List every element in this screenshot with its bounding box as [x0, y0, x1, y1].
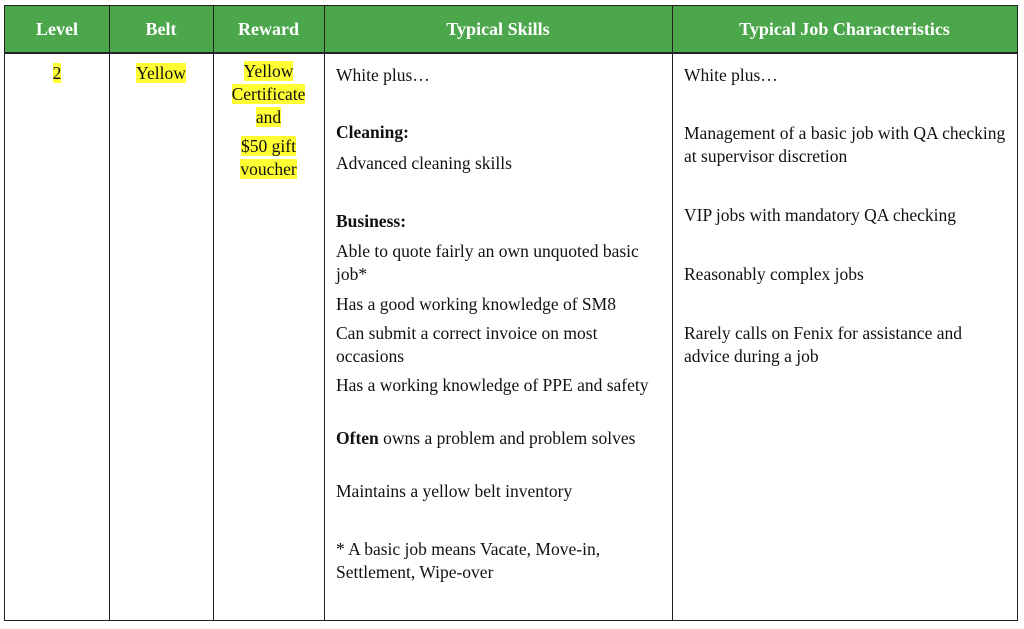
reward-line: voucher: [240, 159, 297, 179]
reward-line: Certificate: [231, 84, 306, 104]
inventory-item: Maintains a yellow belt inventory: [336, 481, 573, 501]
job-item: Management of a basic job with QA checking at supervisor discretion: [684, 123, 1006, 166]
footnote: * A basic job means Vacate, Move-in, Settlement, Wipe-over: [336, 539, 601, 582]
business-heading: Business:: [336, 211, 407, 231]
header-typical-skills: Typical Skills: [446, 19, 550, 39]
business-item: Has a good working knowledge of SM8: [336, 294, 616, 314]
reward-line: and: [255, 107, 282, 127]
cell-typical-job: [672, 54, 1017, 620]
cell-typical-skills: [324, 54, 672, 620]
header-belt: Belt: [145, 19, 177, 39]
often-item: [336, 427, 664, 450]
reward-line: $50 gift: [241, 136, 296, 156]
often-bold: Often: [336, 428, 379, 448]
job-intro: White plus…: [684, 65, 778, 85]
job-item: Rarely calls on Fenix for assistance and advice during a job: [684, 323, 962, 366]
header-level: Level: [36, 19, 78, 39]
header-reward: Reward: [238, 19, 299, 39]
job-item: VIP jobs with mandatory QA checking: [684, 205, 957, 225]
reward-line: Yellow: [243, 61, 294, 81]
cleaning-item: Advanced cleaning skills: [336, 153, 512, 173]
business-item: Has a working knowledge of PPE and safety: [336, 375, 649, 395]
business-item: Able to quote fairly an own unquoted basic job*: [336, 241, 639, 284]
job-item: Reasonably complex jobs: [684, 264, 864, 284]
header-typical-job: Typical Job Characteristics: [739, 19, 950, 39]
business-item: Can submit a correct invoice on most occasions: [336, 323, 598, 366]
skills-intro: White plus…: [336, 65, 430, 85]
table-header: [5, 6, 1017, 54]
cleaning-heading: Cleaning:: [336, 122, 409, 142]
belt-level-table: [4, 5, 1018, 621]
cell-belt: [109, 54, 213, 620]
belt-value: Yellow: [136, 63, 186, 83]
level-value: 2: [52, 63, 62, 83]
often-rest: owns a problem and problem solves: [378, 428, 636, 448]
cell-reward: [213, 54, 324, 620]
cell-level: [5, 54, 109, 620]
